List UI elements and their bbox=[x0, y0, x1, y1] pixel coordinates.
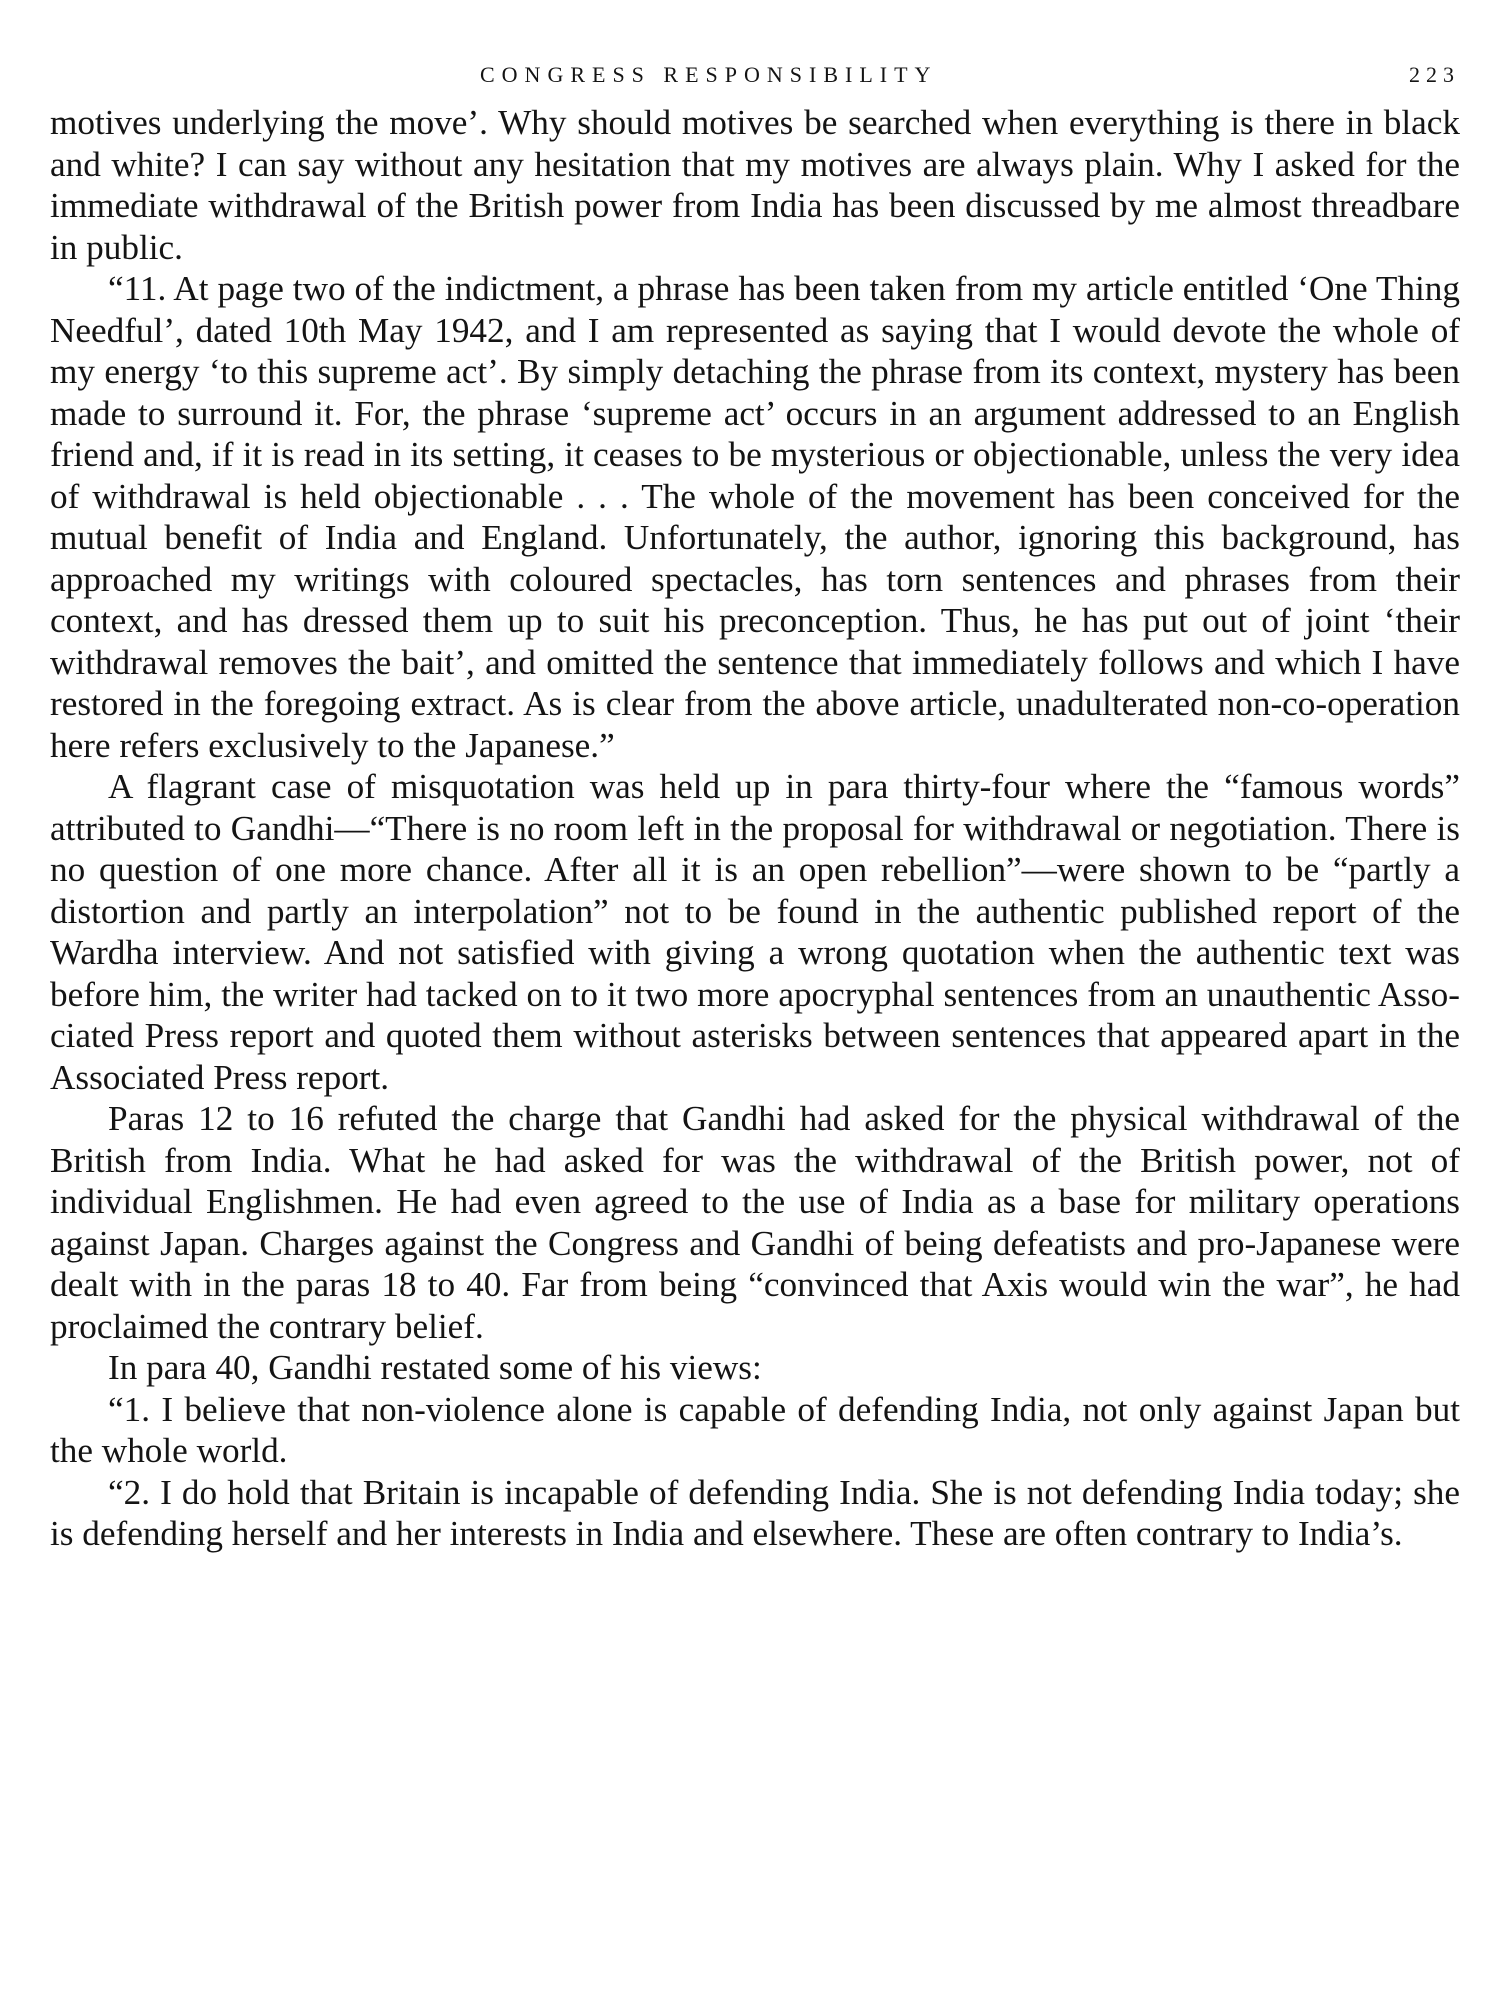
paragraph-quote-1: “1. I believe that non-violence alone is capable of defending India, not only against Japan but the whole world. bbox=[50, 1389, 1460, 1470]
paragraph-paras-12-16: Paras 12 to 16 refuted the charge that Gandhi had asked for the physical withdrawal of the British from India. What he had asked for was the withdrawal of the British power, not of individual Englishmen. He had even agreed to the use of India as a base for military operations against Japan. Charges against the Congress and Gandhi of being defeatists and pro-Japanese were dealt with in the paras 18 to 40. Far from being “convinced that Axis would win the war”, he had proclaimed the contrary belief. bbox=[50, 1099, 1460, 1346]
paragraph-para-40-intro: In para 40, Gandhi restated some of his views: bbox=[108, 1348, 762, 1387]
paragraph-continued: motives underlying the move’. Why should motives be searched when everything is there in black and white? I can say without any hesitation that my motives are always plain. Why I asked for the immediate withdrawal of the British power from India has been discussed by me almost threadbare in public. bbox=[50, 103, 1460, 267]
paragraph-quote-2: “2. I do hold that Britain is incapable of defending India. She is not defending India today; she is defending herself and her interests in India and elsewhere. These are often contrary to India’s. bbox=[50, 1472, 1460, 1553]
paragraph-quote-11: “11. At page two of the indictment, a phrase has been taken from my article entitled ‘One Thing Needful’, dated 10th May 1942, and I am represented as saying that I would devote the whole of my energy ‘to this supreme act’. By simply detaching the phrase from its context, mystery has been made to surround it. For, the phrase ‘supreme act’ occurs in an argument addressed to an English friend and, if it is read in its setting, it ceases to be mysterious or objectionable, unless the very idea of withdrawal is held objectionable . . . The whole of the movement has been conceived for the mutual benefit of India and England. Unfortunately, the author, ignoring this background, has approached my writings with coloured spectacles, has torn sentences and phrases from their context, and has dressed them up to suit his preconception. Thus, he has put out of joint ‘their withdrawal removes the bait’, and omitted the sentence that immediately follows and which I have restored in the foregoing extract. As is clear from the above article, unadulterated non-co-operation here refers exclusively to the Japanese.” bbox=[50, 269, 1460, 765]
page-number: 223 bbox=[1409, 62, 1460, 87]
book-page bbox=[50, 62, 1460, 1555]
paragraph-misquotation: A flagrant case of misquotation was held up in para thirty-four where the “famous words” attributed to Gandhi—“There is no room left in the proposal for withdrawal or negotiation. There is no question of one more chance. After all it is an open rebellion”—were shown to be “partly a distortion and partly an interpolation” not to be found in the authentic published report of the Wardha interview. And not satisfied with giving a wrong quotation when the authentic text was before him, the writer had tacked on to it two more apocryphal sentences from an unauthentic Associated Press report and quoted them without asterisks between sentences that appeared apart in the Associated Press report. bbox=[50, 767, 1460, 1097]
running-title: CONGRESS RESPONSIBILITY bbox=[480, 62, 938, 87]
body-text bbox=[50, 102, 1460, 1555]
running-head bbox=[50, 62, 1460, 102]
